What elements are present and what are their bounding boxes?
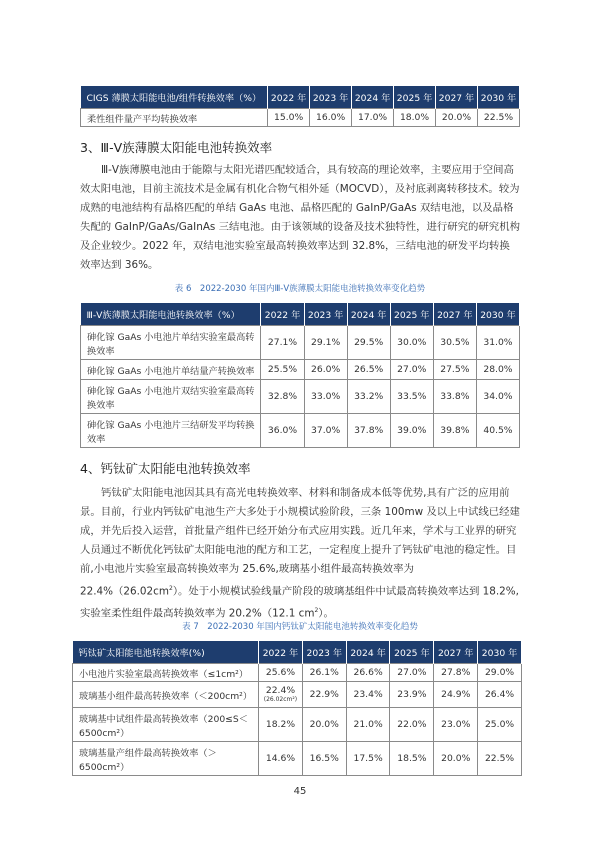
- cell-value: 22.5%: [478, 742, 522, 776]
- year-header: 2022 年: [268, 86, 310, 109]
- paragraph-text: Ⅲ-Ⅴ族薄膜电池由于能隙与太阳光谱匹配较适合，具有较高的理论效率，主要应用于空间高效太阳电池，目前主流技术是金属有机化合物气相外延（MOCVD），及衬底剥离转移技术。较为成熟的电池结构有晶格匹配的单结 GaAs 电池、晶格匹配的 GaInP/GaAs 双结电池，以及晶格失配的 GaInP/GaAs/GaInAs 三结电池。由于该领域的设备及技术独特性，进行研究的研究机构及企业较少。2022 年，双结电池实验室最高转换效率达到 32.8%，三结电池的研发平均转换效率达到 36%。: [80, 164, 520, 271]
- section-paragraph: [80, 161, 520, 275]
- cell-value: 17.5%: [346, 742, 390, 776]
- cell-value: 27.8%: [434, 664, 478, 682]
- paragraph-text: 钙钛矿太阳能电池因其具有高光电转换效率、材料和制备成本低等优势,具有广泛的应用前景。目前，行业内钙钛矿电池生产大多处于小规模试验阶段，三条 100mw 及以上中试线已经建成，并先后投入运营，首批量产组件已经开始分布式应用实践。近几年来，学术与工业界的研究人员通过不断优化钙钛矿太阳能电池的配方和工艺，一定程度上提升了钙钛矿电池的稳定性。目前,小电池片实验室最高转换效率为 25.6%,玻璃基小组件最高转换效率为 22.4%（26.02cm: [80, 487, 520, 598]
- superscript: 2: [168, 585, 173, 592]
- year-header: 2024 年: [346, 641, 390, 664]
- cell-value: 20.0%: [434, 742, 478, 776]
- superscript: 2: [314, 607, 319, 615]
- cell-value: 28.0%: [476, 360, 519, 380]
- year-header: 2023 年: [302, 641, 346, 664]
- cell-value: 26.1%: [302, 664, 346, 682]
- year-header: 2025 年: [394, 86, 436, 109]
- table-row: [73, 742, 522, 776]
- paragraph-text: ）。处于小规模试验线量产阶段的玻璃基组件中试最高转换效率达到 18.2%,实验室柔性组件最高转换效率为 20.2%（12.1 cm: [80, 585, 519, 620]
- cell-value: 22.5%: [477, 109, 519, 127]
- table-row: [81, 109, 520, 127]
- cell-value: 21.0%: [346, 708, 390, 742]
- year-header: 2030 年: [478, 641, 522, 664]
- row-label: 砷化镓 GaAs 小电池片单结实验室最高转换效率: [81, 326, 261, 360]
- cell-value: 36.0%: [261, 414, 304, 448]
- cell-value: 32.8%: [261, 380, 304, 414]
- page-number: 45: [293, 786, 307, 797]
- cell-value: 18.5%: [390, 742, 434, 776]
- cell-value: 26.4%: [478, 682, 522, 708]
- cell-value: 17.0%: [352, 109, 394, 127]
- row-label: 砷化镓 GaAs 小电池片单结量产转换效率: [81, 360, 261, 380]
- table-header-row: [81, 303, 520, 326]
- table-row: [73, 708, 522, 742]
- cell-value: 22.0%: [390, 708, 434, 742]
- cell-value: 39.8%: [433, 414, 476, 448]
- cell-value: 33.5%: [390, 380, 433, 414]
- cell-value: 20.0%: [436, 109, 478, 127]
- year-header: 2023 年: [310, 86, 352, 109]
- year-header: 2030 年: [476, 303, 519, 326]
- cell-value: 25.6%: [259, 664, 303, 682]
- row-label: 玻璃基量产组件最高转换效率（＞6500cm²）: [73, 742, 259, 776]
- cell-value: 23.0%: [434, 708, 478, 742]
- cell-value: 27.5%: [433, 360, 476, 380]
- cell-value: [259, 682, 303, 708]
- cell-value: 16.0%: [310, 109, 352, 127]
- year-header: 2022 年: [261, 303, 304, 326]
- cell-value: 23.4%: [346, 682, 390, 708]
- section-heading: 3、Ⅲ-Ⅴ族薄膜太阳能电池转换效率: [80, 140, 273, 155]
- cell-value: 24.9%: [434, 682, 478, 708]
- cell-value: 25.0%: [478, 708, 522, 742]
- cell-value: 18.0%: [394, 109, 436, 127]
- cell-value: 22.9%: [302, 682, 346, 708]
- table-header-label: CIGS 薄膜太阳能电池/组件转换效率（%）: [81, 86, 268, 109]
- row-label: 砷化镓 GaAs 小电池片三结研发平均转换效率: [81, 414, 261, 448]
- table-header-label: 钙钛矿太阳能电池转换效率(%): [73, 641, 259, 664]
- year-header: 2030 年: [477, 86, 519, 109]
- row-label: 柔性组件量产平均转换效率: [81, 109, 268, 127]
- cigs-efficiency-table: [80, 86, 520, 127]
- year-header: 2027 年: [436, 86, 478, 109]
- table-header-row: [81, 86, 520, 109]
- cell-value: 14.6%: [259, 742, 303, 776]
- row-label: 玻璃基中试组件最高转换效率（200≤S＜6500cm²）: [73, 708, 259, 742]
- table-row: [73, 682, 522, 708]
- cell-value: 34.0%: [476, 380, 519, 414]
- table-row: [81, 326, 520, 360]
- cell-value: 30.5%: [433, 326, 476, 360]
- cell-value: 40.5%: [476, 414, 519, 448]
- cell-value: 15.0%: [268, 109, 310, 127]
- cell-value: 33.8%: [433, 380, 476, 414]
- iii-v-efficiency-table: [80, 303, 520, 448]
- table-header-row: [73, 641, 522, 664]
- year-header: 2023 年: [304, 303, 347, 326]
- cell-value-main: 22.4%: [265, 685, 296, 696]
- row-label: 玻璃基小组件最高转换效率（＜200cm²）: [73, 682, 259, 708]
- cell-value: 29.5%: [347, 326, 390, 360]
- year-header: 2022 年: [259, 641, 303, 664]
- cell-value: 33.0%: [304, 380, 347, 414]
- cell-value: 30.0%: [390, 326, 433, 360]
- cell-value: 29.0%: [478, 664, 522, 682]
- perovskite-efficiency-table: [72, 641, 522, 776]
- cell-value: 16.5%: [302, 742, 346, 776]
- table-header-label: Ⅲ-Ⅴ族薄膜太阳能电池转换效率（%）: [81, 303, 261, 326]
- cell-value: 25.5%: [261, 360, 304, 380]
- cell-value: 26.5%: [347, 360, 390, 380]
- year-header: 2024 年: [347, 303, 390, 326]
- cell-value: 29.1%: [304, 326, 347, 360]
- section-paragraph: [80, 484, 520, 624]
- table-caption: 表 7 2022-2030 年国内钙钛矿太阳能电池转换效率变化趋势: [182, 622, 418, 632]
- cell-value: 33.2%: [347, 380, 390, 414]
- section-heading: 4、钙钛矿太阳能电池转换效率: [80, 461, 251, 476]
- cell-value: 27.0%: [390, 360, 433, 380]
- year-header: 2024 年: [352, 86, 394, 109]
- paragraph-text: ）。: [318, 607, 334, 620]
- cell-value: 18.2%: [259, 708, 303, 742]
- table-row: [81, 380, 520, 414]
- cell-value-note: (26.02cm²): [263, 696, 298, 703]
- cell-value: 39.0%: [390, 414, 433, 448]
- year-header: 2025 年: [390, 303, 433, 326]
- cell-value: 26.6%: [346, 664, 390, 682]
- cell-value: 20.0%: [302, 708, 346, 742]
- cell-value: 23.9%: [390, 682, 434, 708]
- table-row: [81, 360, 520, 380]
- table-row: [73, 664, 522, 682]
- cell-value: 31.0%: [476, 326, 519, 360]
- table-caption: 表 6 2022-2030 年国内Ⅲ-Ⅴ族薄膜太阳能电池转换效率变化趋势: [174, 284, 426, 294]
- year-header: 2025 年: [390, 641, 434, 664]
- year-header: 2027 年: [434, 641, 478, 664]
- cell-value: 37.0%: [304, 414, 347, 448]
- cell-value: 27.0%: [390, 664, 434, 682]
- row-label: 砷化镓 GaAs 小电池片双结实验室最高转换效率: [81, 380, 261, 414]
- row-label: 小电池片实验室最高转换效率（≤1cm²）: [73, 664, 259, 682]
- year-header: 2027 年: [433, 303, 476, 326]
- table-row: [81, 414, 520, 448]
- cell-value: 26.0%: [304, 360, 347, 380]
- cell-value: 37.8%: [347, 414, 390, 448]
- cell-value: 27.1%: [261, 326, 304, 360]
